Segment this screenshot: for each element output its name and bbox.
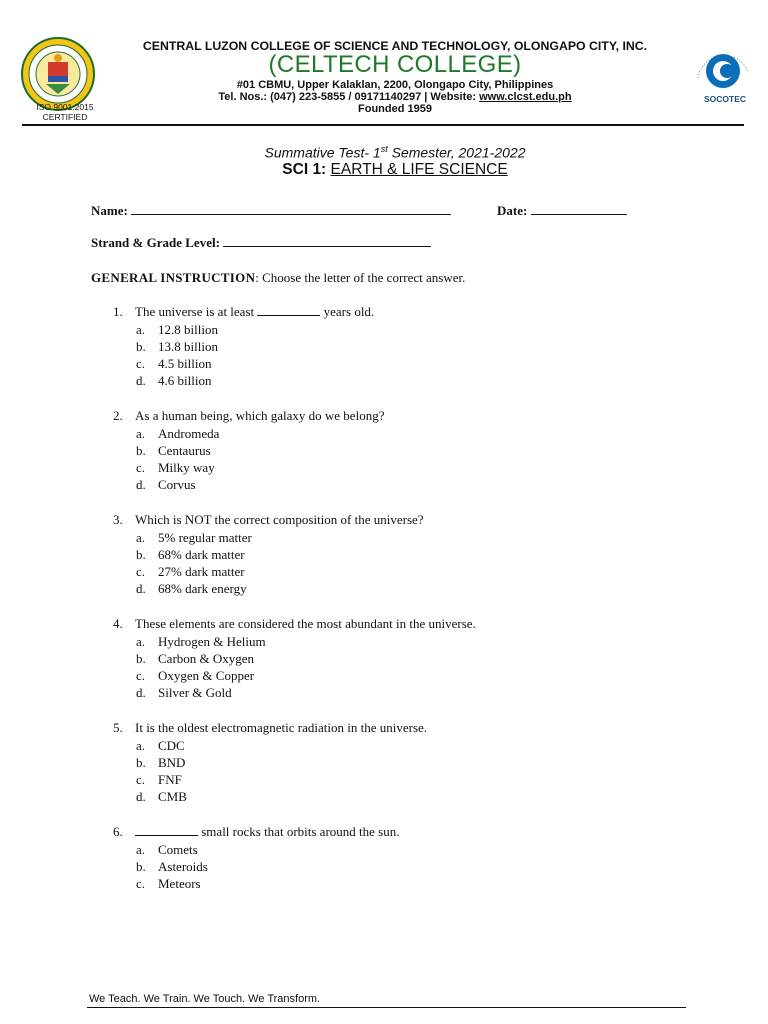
college-full-name: CENTRAL LUZON COLLEGE OF SCIENCE AND TECHNOLOGY, OLONGAPO CITY, INC.: [142, 39, 648, 53]
instruction-label: GENERAL INSTRUCTION: [91, 270, 256, 285]
option-1b: b. 13.8 billion: [136, 339, 218, 354]
question-number: 1.: [113, 304, 123, 319]
option-4b: b. Carbon & Oxygen: [136, 651, 255, 666]
option-3a: a. 5% regular matter: [136, 530, 252, 545]
instruction-text: : Choose the letter of the correct answer.: [255, 270, 466, 285]
general-instruction: [91, 270, 465, 286]
option-1c: c. 4.5 billion: [136, 356, 212, 371]
option-3c: c. 27% dark matter: [136, 564, 245, 579]
test-title: [0, 144, 768, 161]
question-text: As a human being, which galaxy do we belong?: [135, 408, 385, 423]
college-address: #01 CBMU, Upper Kalaklan, 2200, Olongapo City, Philippines: [236, 79, 554, 91]
contact-numbers: Tel. Nos.: (047) 223-5855 / 09171140297 | Website:: [218, 91, 480, 103]
subject-title: [0, 161, 768, 179]
option-5c: c. FNF: [136, 772, 182, 787]
option-1d: d. 4.6 billion: [136, 373, 212, 388]
answer-blank: [135, 824, 198, 836]
subject-code: SCI 1:: [282, 161, 327, 178]
footer-divider: [87, 1007, 686, 1008]
name-label: Name:: [91, 203, 128, 218]
question-text-end: small rocks that orbits around the sun.: [198, 824, 400, 839]
option-5b: b. BND: [136, 755, 186, 770]
strand-blank[interactable]: [223, 235, 431, 247]
option-5a: a. CDC: [136, 738, 185, 753]
option-6c: c. Meteors: [136, 876, 201, 891]
question-6: 6. small rocks that orbits around the sun.: [113, 824, 400, 839]
option-6a: a. Comets: [136, 842, 198, 857]
option-4c: c. Oxygen & Copper: [136, 668, 255, 683]
question-text: Which is NOT the correct composition of the universe?: [135, 512, 424, 527]
option-3b: b. 68% dark matter: [136, 547, 245, 562]
college-contact: [0, 91, 768, 103]
question-4: 4. These elements are considered the most abundant in the universe.: [113, 616, 476, 631]
iso-line-2: CERTIFIED: [42, 111, 88, 122]
option-2c: c. Milky way: [136, 460, 215, 475]
date-blank[interactable]: [531, 203, 627, 215]
option-2a: a. Andromeda: [136, 426, 220, 441]
question-3: 3. Which is NOT the correct composition of the universe?: [113, 512, 424, 527]
option-3d: d. 68% dark energy: [136, 581, 247, 596]
option-6b: b. Asteroids: [136, 859, 208, 874]
college-short-name: (CELTECH COLLEGE): [268, 51, 522, 78]
question-text-start: The universe is at least: [135, 304, 258, 319]
founded-year: Founded 1959: [358, 103, 432, 115]
test-title-prefix: Summative Test- 1: [264, 144, 381, 161]
subject-name: EARTH & LIFE SCIENCE: [330, 161, 508, 178]
question-5: 5. It is the oldest electromagnetic radiation in the universe.: [113, 720, 428, 735]
question-2: 2. As a human being, which galaxy do we belong?: [113, 408, 385, 423]
name-field[interactable]: [91, 203, 451, 219]
question-text: It is the oldest electromagnetic radiation in the universe.: [135, 720, 428, 735]
test-title-suffix: Semester, 2021-2022: [387, 144, 526, 161]
date-label: Date: [497, 203, 523, 218]
iso-line-1: ISO 9001:2015: [36, 102, 94, 112]
option-4a: a. Hydrogen & Helium: [136, 634, 266, 649]
header-divider: [22, 124, 744, 126]
option-2b: b. Centaurus: [136, 443, 211, 458]
strand-field[interactable]: Strand & Grade Level:: [91, 235, 431, 251]
strand-label: Strand & Grade Level: [91, 235, 216, 250]
question-1: [113, 304, 374, 320]
answer-blank: [257, 304, 320, 316]
name-blank[interactable]: [131, 203, 451, 215]
test-title-ordinal: st: [380, 144, 388, 154]
question-text-end: years old.: [320, 304, 375, 319]
option-2d: d. Corvus: [136, 477, 196, 492]
date-field[interactable]: Date:: [497, 203, 627, 219]
footer-motto: We Teach. We Train. We Touch. We Transform.: [89, 993, 321, 1005]
option-5d: d. CMB: [136, 789, 187, 804]
option-4d: d. Silver & Gold: [136, 685, 232, 700]
option-1a: a. 12.8 billion: [136, 322, 218, 337]
website-link[interactable]: www.clcst.edu.ph: [479, 91, 572, 103]
question-text: These elements are considered the most abundant in the universe.: [135, 616, 476, 631]
socotec-label: SOCOTEC: [703, 94, 747, 104]
